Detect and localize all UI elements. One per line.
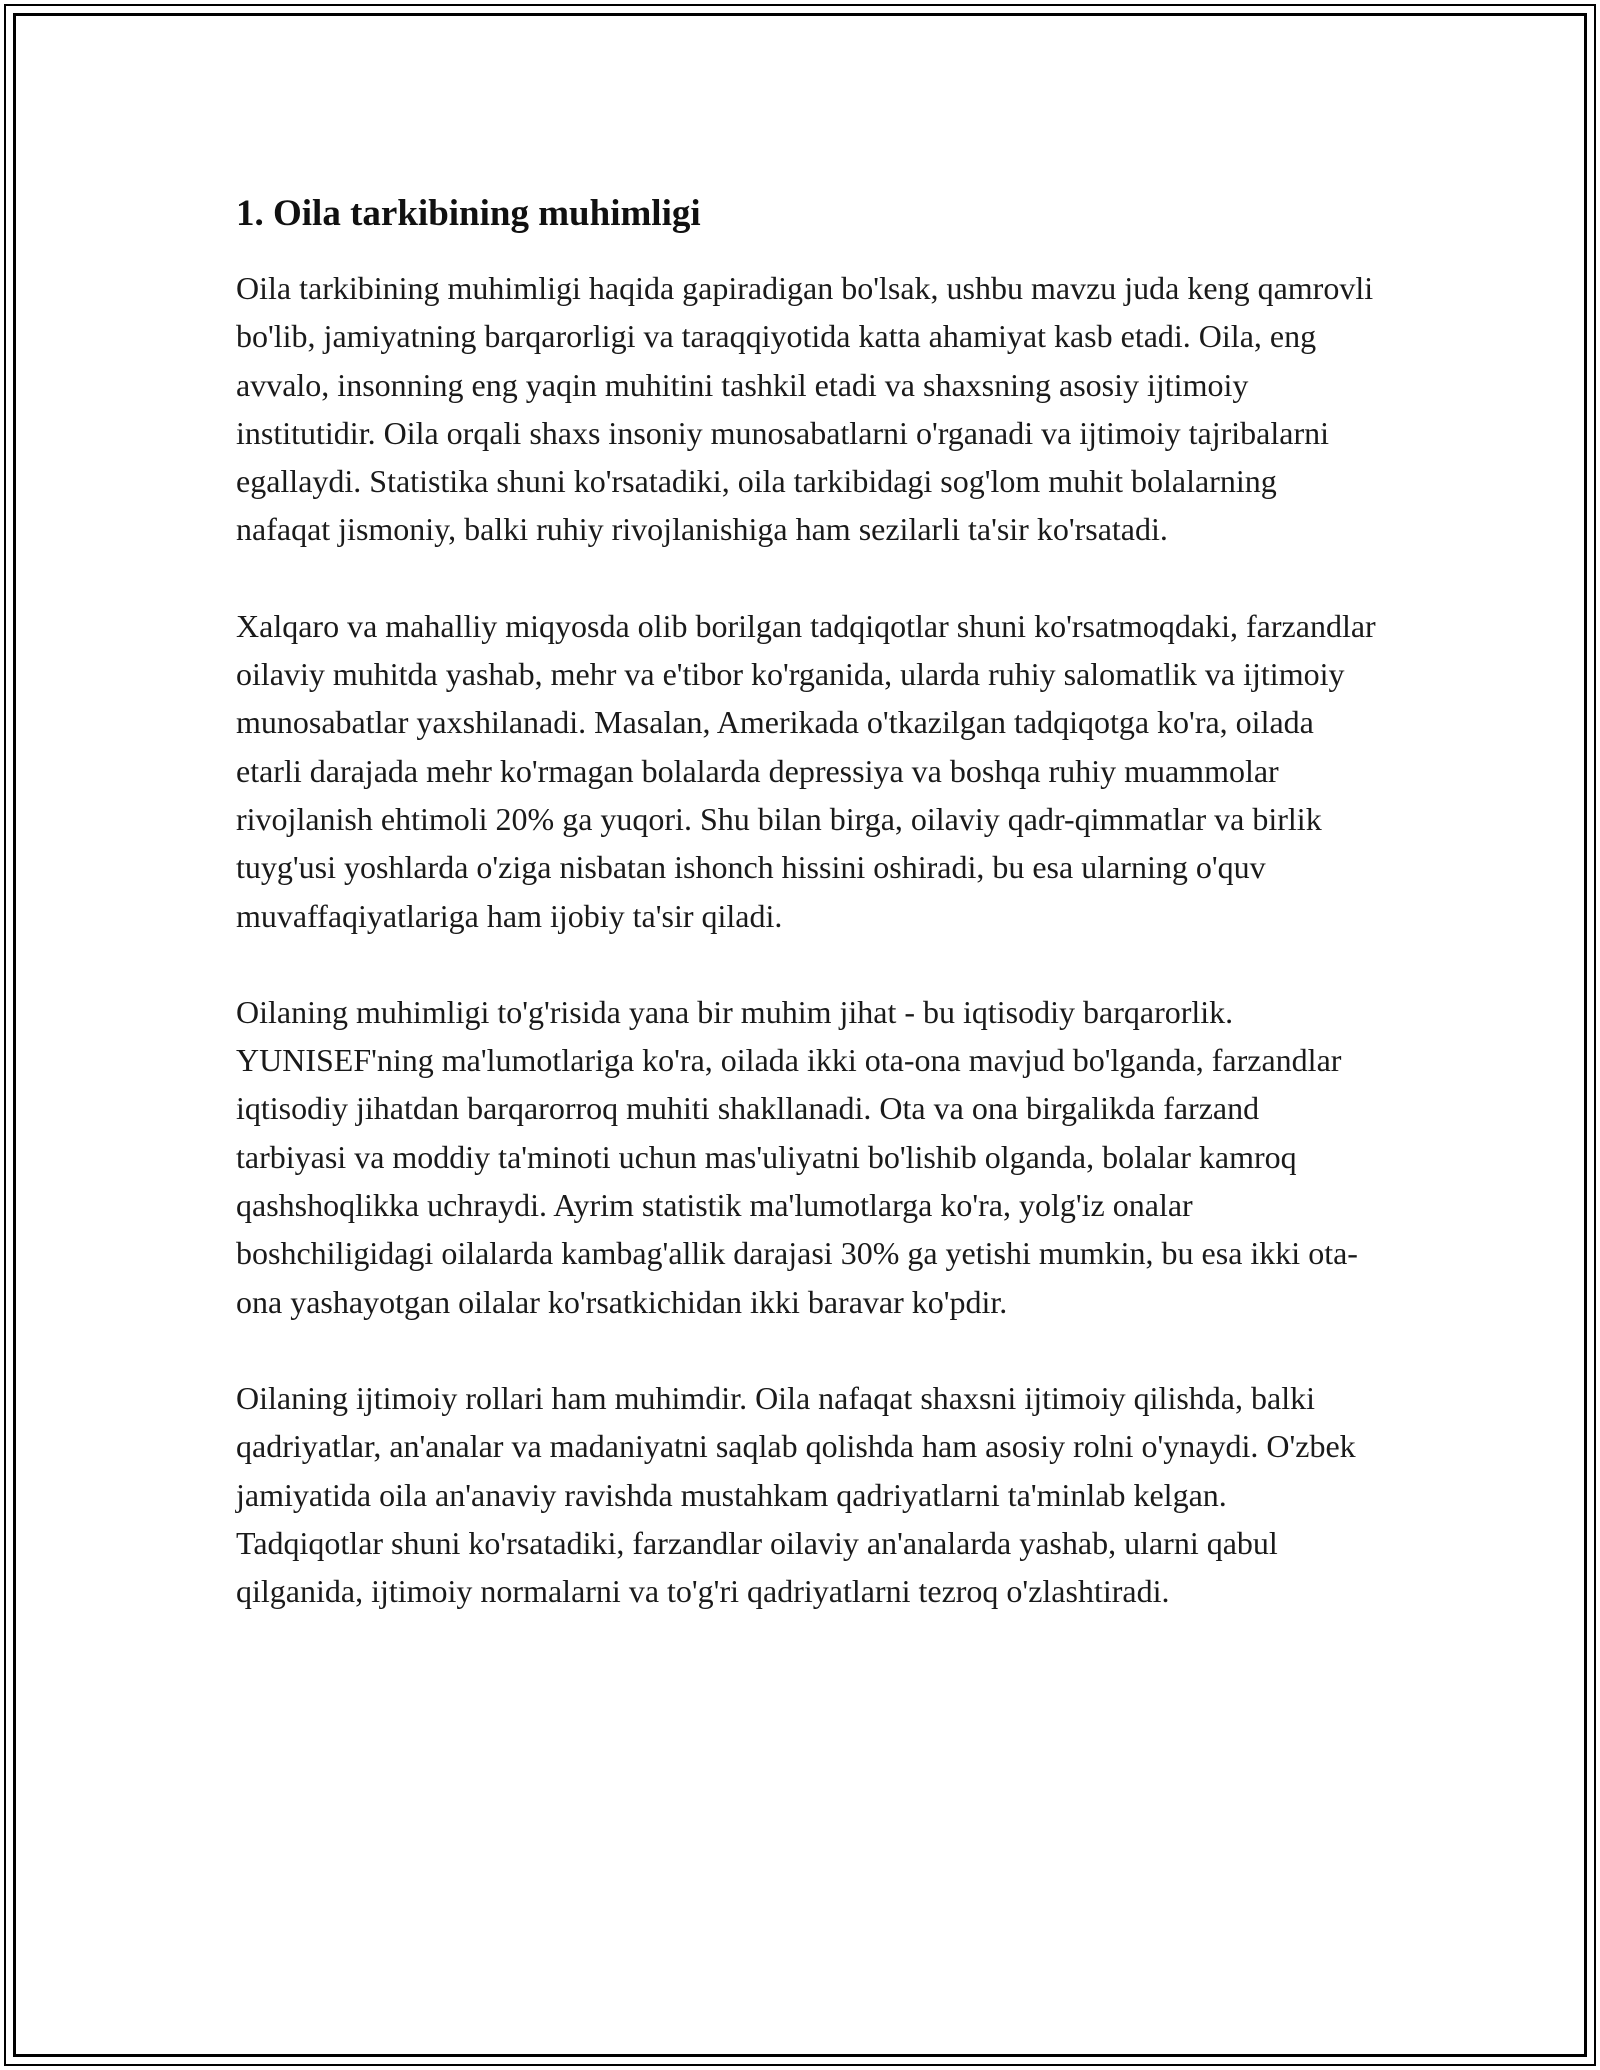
paragraph-1: Oila tarkibining muhimligi haqida gapiradigan bo'lsak, ushbu mavzu juda keng qamrovli bo'lib, jamiyatning barqarorligi va taraqqiyotida katta ahamiyat kasb etadi. Oila, eng avvalo, insonning eng yaqin muhitini tashkil etadi va shaxsning asosiy ijtimoiy institutidir. Oila orqali shaxs insoniy munosabatlarni o'rganadi va ijtimoiy tajribalarni egallaydi. Statistika shuni ko'rsatadiki, oila tarkibidagi sog'lom muhit bolalarning nafaqat jismoniy, balki ruhiy rivojlanishiga ham sezilarli ta'sir ko'rsatadi. xyxy=(236,270,1374,548)
section-title: 1. Oila tarkibining muhimligi xyxy=(236,193,701,234)
document-body xyxy=(236,186,1376,1663)
paragraph-2: Xalqaro va mahalliy miqyosda olib borilgan tadqiqotlar shuni ko'rsatmoqdaki, farzandlar oilaviy muhitda yashab, mehr va e'tibor ko'rganida, ularda ruhiy salomatlik va ijtimoiy munosabatlar yaxshilanadi. Masalan, Amerikada o'tkazilgan tadqiqotga ko'ra, oilada etarli darajada mehr ko'rmagan bolalarda depressiya va boshqa ruhiy muammolar rivojlanish ehtimoli 20% ga yuqori. Shu bilan birga, oilaviy qadr-qimmatlar va birlik tuyg'usi yoshlarda o'ziga nisbatan ishonch hissini oshiradi, bu esa ularning o'quv muvaffaqiyatlariga ham ijobiy ta'sir qiladi. xyxy=(236,607,1376,934)
paragraph-3: Oilaning muhimligi to'g'risida yana bir muhim jihat - bu iqtisodiy barqarorlik. YUNISEF'ning ma'lumotlariga ko'ra, oilada ikki ota-ona mavjud bo'lganda, farzandlar iqtisodiy jihatdan barqarorroq muhiti shakllanadi. Ota va ona birgalikda farzand tarbiyasi va moddiy ta'minoti uchun mas'uliyatni bo'lishib olganda, bolalar kamroq qashshoqlikka uchraydi. Ayrim statistik ma'lumotlarga ko'ra, yolg'iz onalar boshchiligidagi oilalarda kambag'allik darajasi 30% ga yetishi mumkin, bu esa ikki ota-ona yashayotgan oilalar ko'rsatkichidan ikki baravar ko'pdir. xyxy=(236,993,1358,1320)
paragraph-4: Oilaning ijtimoiy rollari ham muhimdir. Oila nafaqat shaxsni ijtimoiy qilishda, balki qadriyatlar, an'analar va madaniyatni saqlab qolishda ham asosiy rolni o'ynaydi. O'zbek jamiyatida oila an'anaviy ravishda mustahkam qadriyatlarni ta'minlab kelgan. Tadqiqotlar shuni ko'rsatadiki, farzandlar oilaviy an'analarda yashab, ularni qabul qilganida, ijtimoiy normalarni va to'g'ri qadriyatlarni tezroq o'zlashtiradi. xyxy=(236,1379,1356,1610)
